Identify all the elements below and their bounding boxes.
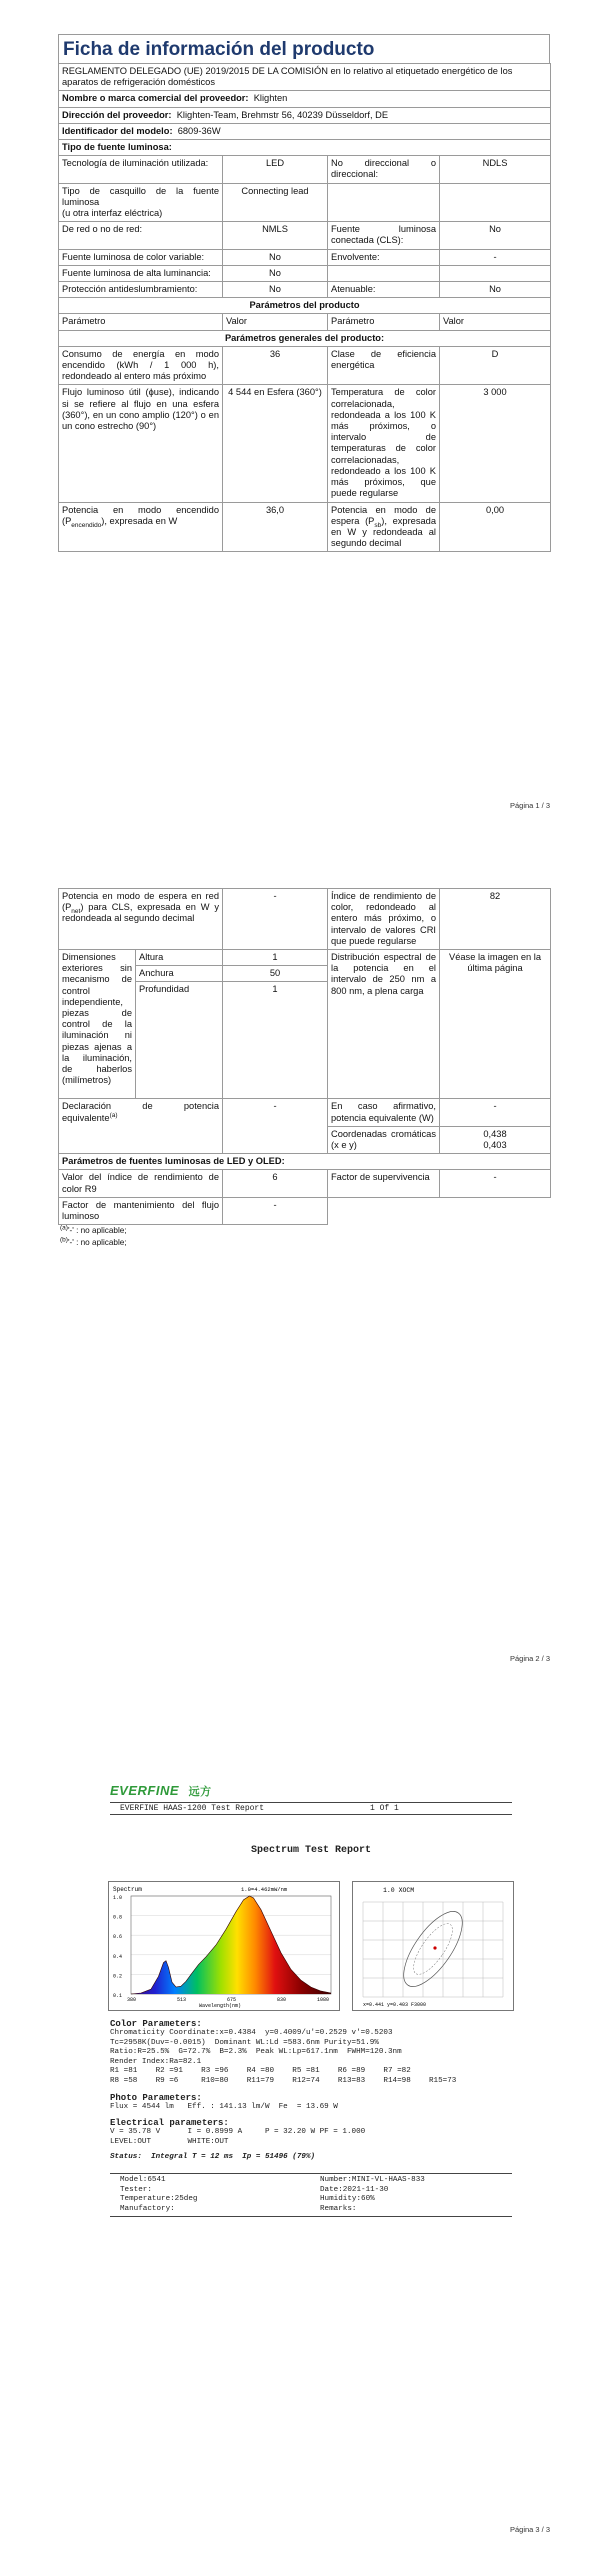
equiv-label xyxy=(59,1099,223,1154)
supplier-address-label: Dirección del proveedor: xyxy=(62,109,172,120)
width-label: Anchura xyxy=(136,966,223,982)
elec-line-1: V = 35.78 V I = 0.8999 A P = 32.20 W PF = 1.000 xyxy=(110,2128,366,2137)
cap-label xyxy=(59,183,223,222)
envelope-label: Envolvente: xyxy=(328,249,440,265)
page-title: Ficha de información del producto xyxy=(58,34,550,63)
info-manufactory: Manufactory: xyxy=(120,2204,175,2213)
product-info-sheet xyxy=(58,34,550,552)
equiv-label-text: Declaración de potencia equivalente xyxy=(62,1101,219,1123)
color-var-value: No xyxy=(223,249,328,265)
report-title: Spectrum Test Report xyxy=(250,1845,372,1856)
footnote-a-mark: (a) xyxy=(60,1224,68,1232)
eff-class-label: Clase de eficiencia energética xyxy=(328,346,440,385)
pnet-label xyxy=(59,889,223,950)
spectrum-chart xyxy=(108,1881,340,2011)
spectrum-y-tick: 0.8 xyxy=(113,1914,123,1921)
surv-label: Factor de supervivencia xyxy=(328,1170,440,1197)
lumen-label: Factor de mantenimiento del flujo luminoso xyxy=(59,1197,223,1224)
cie-label: 1.0 XOCM xyxy=(383,1887,415,1894)
pnet-label-sub: net xyxy=(71,908,81,916)
energy-label: Consumo de energía en modo encendido (kWh / 1 000 h), redondeado al entero más próximo xyxy=(59,346,223,385)
cri-label: Índice de rendimiento de color, redondeado al entero más próximo, o intervalo de valores CRI que puede regularse xyxy=(328,889,440,950)
logo-cn: 远方 xyxy=(188,1785,212,1798)
page-2 xyxy=(0,840,603,1700)
pnet-value: - xyxy=(223,889,328,950)
hl-empty-value xyxy=(440,265,551,281)
r9-label: Valor del índice de rendimiento de color R9 xyxy=(59,1170,223,1197)
footnote-b xyxy=(60,1237,550,1249)
psb-value: 0,00 xyxy=(440,502,551,552)
col-param-1: Parámetro xyxy=(59,314,223,330)
info-right xyxy=(320,2176,425,2214)
envelope-value: - xyxy=(440,249,551,265)
chroma-values xyxy=(440,1126,551,1153)
spectrum-y-tick: 0.1 xyxy=(113,1993,123,1999)
r9-value: 6 xyxy=(223,1170,328,1197)
cct-value: 3 000 xyxy=(440,385,551,502)
macadam-ellipse-outer xyxy=(393,1903,473,1996)
height-value: 1 xyxy=(223,950,328,966)
color-line-6: R8 =58 R9 =6 R10=80 R11=79 R12=74 R13=83 R14=98 R15=73 xyxy=(110,2076,457,2085)
equiv-label-sup: (a) xyxy=(109,1111,118,1119)
spectrum-x-tick: 830 xyxy=(277,1997,287,2003)
height-label: Altura xyxy=(136,950,223,966)
antiglare-value: No xyxy=(223,282,328,298)
info-humidity: Humidity:60% xyxy=(320,2195,375,2204)
dimmable-value: No xyxy=(440,282,551,298)
page-number-1: Página 1 / 3 xyxy=(509,801,550,810)
color-line-3: Ratio:R=25.5% G=72.7% B=2.3% Peak WL:Lp=617.1nm FWHM=120.3nm xyxy=(110,2048,402,2057)
report-info-box xyxy=(110,2173,512,2217)
pnet-label-a: Potencia en modo de espera en red (P xyxy=(62,891,219,913)
report-header xyxy=(110,1802,512,1815)
col-value-2: Valor xyxy=(440,314,551,330)
spectrum-x-tick: 513 xyxy=(177,1997,187,2003)
macadam-ellipse-inner xyxy=(407,1918,459,1980)
logo-en: EVERFINE xyxy=(110,1783,180,1798)
antiglare-label: Protección antideslumbramiento: xyxy=(59,282,223,298)
spectrum-area xyxy=(131,1896,331,1994)
product-info-table-2 xyxy=(58,888,551,1225)
photo-params-title: Photo Parameters: xyxy=(110,2092,202,2103)
color-line-2: Tc=2958K(Duv=-0.0015) Dominant WL:Ld =583.6nm Purity=51.9% xyxy=(110,2038,379,2047)
cap-empty-label xyxy=(328,183,440,222)
general-params-header: Parámetros generales del producto: xyxy=(59,330,551,346)
page-1 xyxy=(0,0,603,840)
report-header-title: EVERFINE HAAS-1200 Test Report xyxy=(120,1804,265,1813)
source-type-header: Tipo de fuente luminosa: xyxy=(59,140,551,156)
psb-label-b: ), expresada en W y redondeada al segundo decimal xyxy=(331,515,436,549)
info-model: Model:6541 xyxy=(120,2175,166,2184)
footnotes xyxy=(58,1225,550,1249)
lumen-value: - xyxy=(223,1197,328,1224)
footnote-a xyxy=(60,1225,550,1237)
equiv-w-value: - xyxy=(440,1099,551,1126)
supplier-name-row xyxy=(59,91,551,107)
spectrum-y-tick: 1.0 xyxy=(113,1895,123,1901)
supplier-name: Klighten xyxy=(253,93,288,104)
model-row xyxy=(59,123,551,139)
nondir-label: No direccional o direccional: xyxy=(328,156,440,183)
report-pages: 1 Of 1 xyxy=(370,1804,399,1813)
product-info-table xyxy=(58,63,551,552)
product-info-sheet-2 xyxy=(58,888,550,1249)
nondir-value: NDLS xyxy=(440,156,551,183)
cls-value: No xyxy=(440,222,551,249)
footnote-b-mark: (b) xyxy=(60,1236,68,1244)
info-date: Date:2021-11-30 xyxy=(320,2185,389,2194)
photo-line: Flux = 4544 lm Eff. : 141.13 lm/W Fe = 13.69 W xyxy=(110,2102,338,2111)
pon-label-sub: encendido xyxy=(71,521,102,529)
footnote-b-text: '-' : no aplicable; xyxy=(67,1238,127,1248)
psb-label-a: Potencia en modo de espera (P xyxy=(331,504,436,526)
tech-label: Tecnología de iluminación utilizada: xyxy=(59,156,223,183)
supplier-address: Klighten-Team, Brehmstr 56, 40239 Düsseldorf, DE xyxy=(176,109,389,120)
cap-label-main: Tipo de casquillo de la fuente luminosa xyxy=(62,185,219,207)
dimmable-label: Atenuable: xyxy=(328,282,440,298)
spectrum-y-tick: 0.2 xyxy=(113,1973,123,1980)
tech-value: LED xyxy=(223,156,328,183)
surv-value: - xyxy=(440,1170,551,1197)
footnote-a-text: '-' : no aplicable; xyxy=(67,1226,127,1236)
elec-line-2: LEVEL:OUT WHITE:OUT xyxy=(110,2137,229,2146)
cri-value: 82 xyxy=(440,889,551,950)
page-number-2: Página 2 / 3 xyxy=(509,1654,550,1663)
spectrum-x-tick: 1080 xyxy=(317,1997,330,2003)
cct-label: Temperatura de color correlacionada, redondeada a los 100 K más próximos, o intervalo de temperaturas de color correlacionadas, redondeado a los 100 K más próximos, que puede regularse xyxy=(328,385,440,502)
info-remarks: Remarks: xyxy=(320,2204,357,2213)
pon-label-b: ), expresada en W xyxy=(101,515,178,526)
cap-empty-value xyxy=(440,183,551,222)
mains-label: De red o no de red: xyxy=(59,222,223,249)
everfine-logo xyxy=(110,1782,512,1800)
info-number: Number:MINI-VL-HAAS-833 xyxy=(320,2175,425,2184)
equiv-value: - xyxy=(223,1099,328,1154)
cie-chart xyxy=(352,1881,514,2011)
chroma-x: 0,438 xyxy=(483,1128,507,1139)
color-params-title: Color Parameters: xyxy=(110,2019,202,2029)
hl-empty-label xyxy=(328,265,440,281)
chroma-y: 0,403 xyxy=(483,1140,507,1151)
spectrum-y-tick: 0.4 xyxy=(113,1953,123,1960)
pon-label-a: Potencia en modo encendido (P xyxy=(62,504,219,526)
model-id: 6809-36W xyxy=(177,125,221,136)
col-param-2: Parámetro xyxy=(328,314,440,330)
psb-label-sub: sb xyxy=(374,521,382,529)
x-axis-title: Wavelength(nm) xyxy=(199,2003,242,2009)
color-var-label: Fuente luminosa de color variable: xyxy=(59,249,223,265)
cap-value: Connecting lead xyxy=(223,183,328,222)
led-params-header: Parámetros de fuentes luminosas de LED y OLED: xyxy=(59,1154,551,1170)
eff-class-value: D xyxy=(440,346,551,385)
params-header: Parámetros del producto xyxy=(59,298,551,314)
spectrum-peak-label: 1.0=4.462mW/nm xyxy=(241,1886,288,1893)
chroma-label: Coordenadas cromáticas (x e y) xyxy=(328,1126,440,1153)
test-report xyxy=(110,1782,512,2217)
spectrum-x-tick: 675 xyxy=(227,1997,237,2003)
page-number-3: Página 3 / 3 xyxy=(509,2525,550,2534)
page-3 xyxy=(0,1700,603,2560)
hl-value: No xyxy=(223,265,328,281)
pon-value: 36,0 xyxy=(223,502,328,552)
spd-value: Véase la imagen en la última página xyxy=(440,950,551,1099)
model-label: Identificador del modelo: xyxy=(62,125,173,136)
depth-label: Profundidad xyxy=(136,982,223,1099)
depth-value: 1 xyxy=(223,982,328,1099)
color-line-1: Chromaticity Coordinate:x=0.4384 y=0.4009/u'=0.2529 v'=0.5203 xyxy=(110,2029,393,2037)
info-left xyxy=(120,2176,320,2214)
hl-label: Fuente luminosa de alta luminancia: xyxy=(59,265,223,281)
equiv-w-label: En caso afirmativo, potencia equivalente (W) xyxy=(328,1099,440,1126)
color-params xyxy=(110,2029,512,2087)
spectrum-y-ticks xyxy=(113,1895,122,1999)
supplier-name-label: Nombre o marca comercial del proveedor: xyxy=(62,93,249,104)
cls-label: Fuente luminosa conectada (CLS): xyxy=(328,222,440,249)
cie-grid xyxy=(363,1902,503,1997)
spectrum-x-tick: 380 xyxy=(127,1997,137,2003)
flux-value: 4 544 en Esfera (360°) xyxy=(223,385,328,502)
dims-label: Dimensiones exteriores sin mecanismo de control independiente, piezas de control de la iluminación ni piezas ajenas a la iluminación, de haberlos (milímetros) xyxy=(59,950,136,1099)
cie-footer: x=0.441 y=0.403 F3000 xyxy=(363,2002,427,2008)
status-line: Status: Integral T = 12 ms Ip = 51496 (79%) xyxy=(110,2153,316,2162)
supplier-address-row xyxy=(59,107,551,123)
spectrum-label: Spectrum xyxy=(113,1886,142,1893)
chromaticity-point xyxy=(433,1946,436,1949)
spd-label: Distribución espectral de la potencia en el intervalo de 250 nm a 800 nm, a plena carga xyxy=(328,950,440,1099)
regulation-text: REGLAMENTO DELEGADO (UE) 2019/2015 DE LA COMISIÓN en lo relativo al etiquetado energético de los aparatos de refrigeración domésticos xyxy=(59,64,551,91)
mains-value: NMLS xyxy=(223,222,328,249)
spectrum-y-tick: 0.6 xyxy=(113,1934,123,1941)
color-line-4: Render Index:Ra=82.1 xyxy=(110,2057,202,2066)
psb-label xyxy=(328,502,440,552)
energy-value: 36 xyxy=(223,346,328,385)
info-temperature: Temperature:25deg xyxy=(120,2195,198,2204)
elec-params-title: Electrical parameters: xyxy=(110,2118,229,2129)
charts-row xyxy=(110,1881,512,2011)
flux-label: Flujo luminoso útil (ϕuse), indicando si se refiere al flujo en una esfera (360°), en un cono amplio (120°) o en un cono estrecho (90°) xyxy=(59,385,223,502)
col-value-1: Valor xyxy=(223,314,328,330)
width-value: 50 xyxy=(223,966,328,982)
pnet-label-b: ) para CLS, expresada en W y redondeada al segundo decimal xyxy=(62,902,219,924)
color-line-5: R1 =81 R2 =91 R3 =96 R4 =80 R5 =81 R6 =89 R7 =82 xyxy=(110,2067,411,2076)
cap-label-sub: (u otra interfaz eléctrica) xyxy=(62,208,163,219)
pon-label xyxy=(59,502,223,552)
info-tester: Tester: xyxy=(120,2185,152,2194)
